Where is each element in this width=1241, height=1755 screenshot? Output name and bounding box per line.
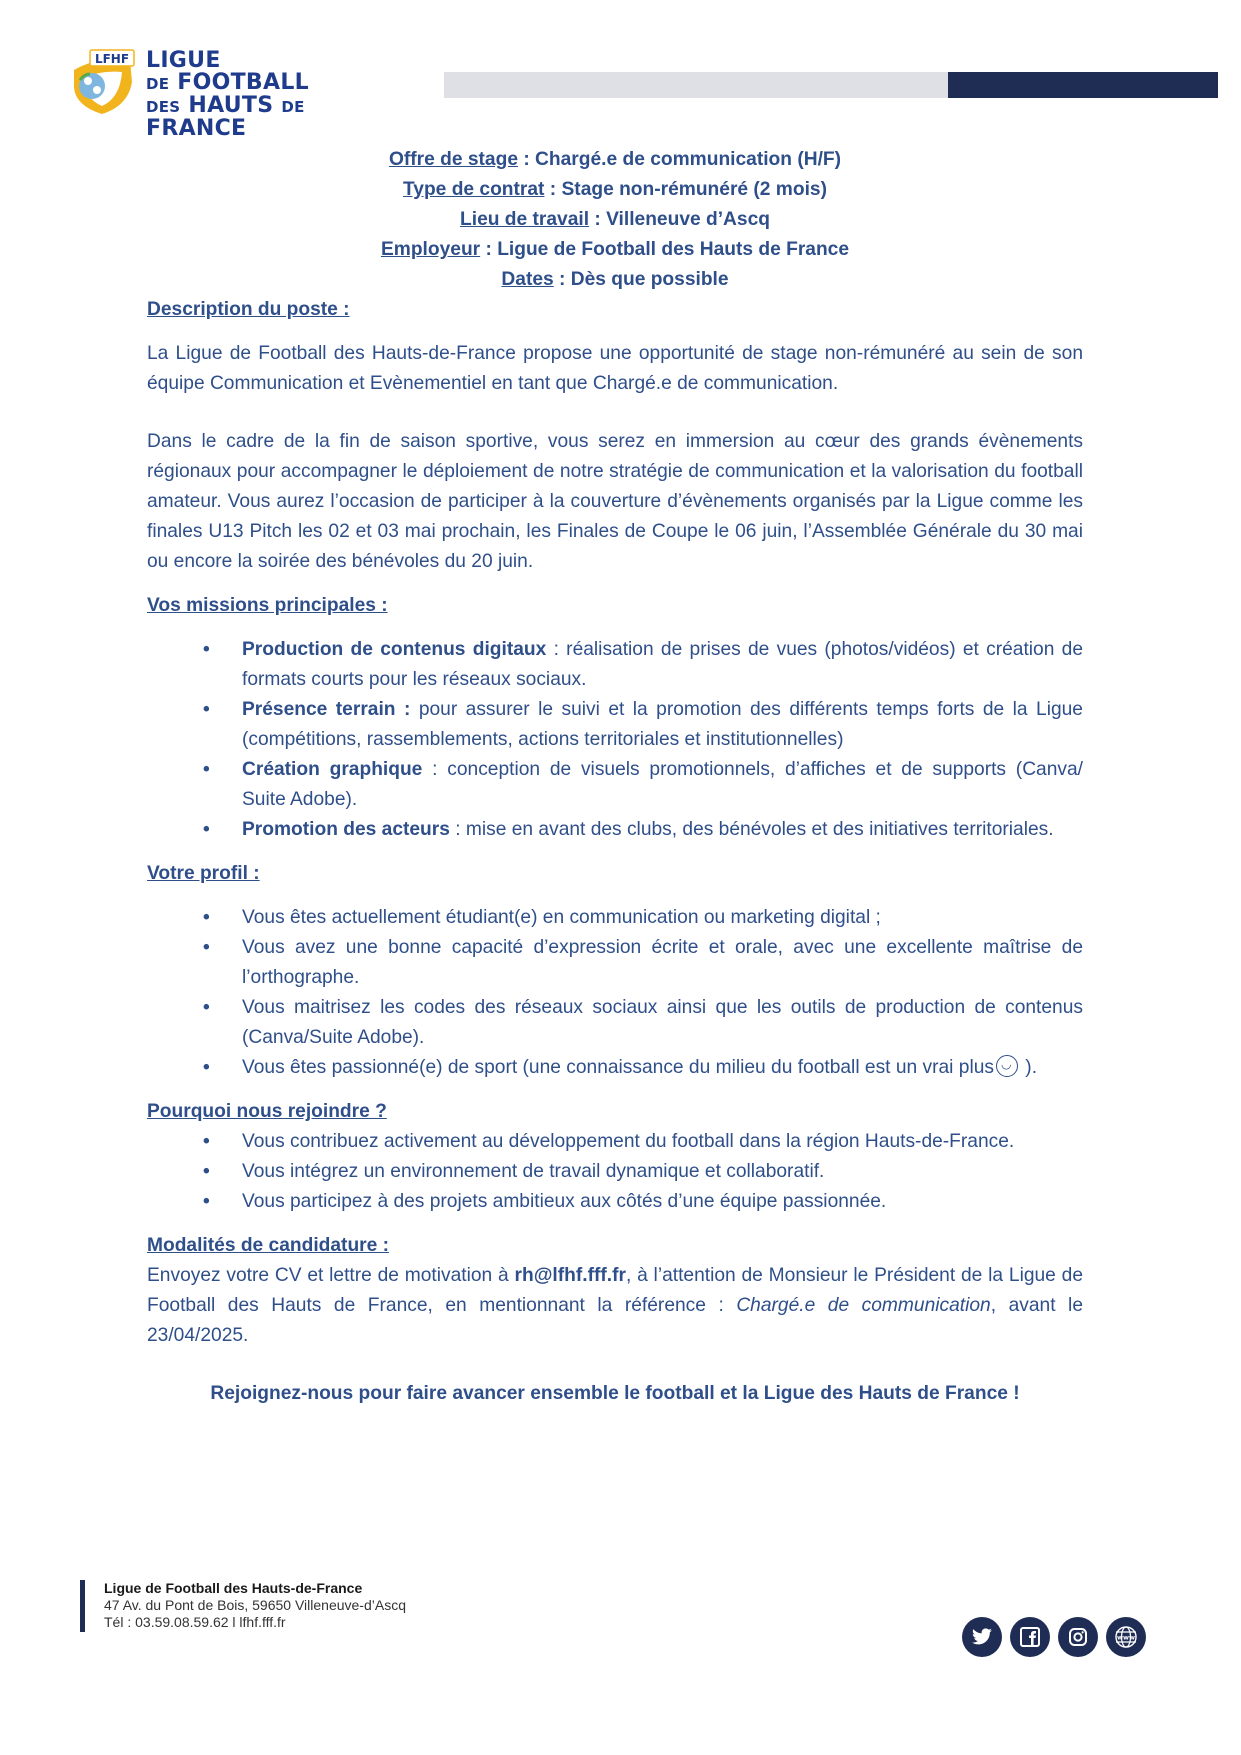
list-item: • Promotion des acteurs : mise en avant des clubs, des bénévoles et des initiatives territoriales. — [147, 815, 1083, 845]
svg-text:LFHF: LFHF — [94, 52, 130, 66]
footer-address: 47 Av. du Pont de Bois, 59650 Villeneuve-d’Ascq — [104, 1597, 406, 1613]
logo-wordmark: LIGUE DE FOOTBALL DES HAUTS DE FRANCE — [146, 48, 309, 141]
closing-statement: Rejoignez-nous pour faire avancer ensemble le football et la Ligue des Hauts de France ! — [210, 1383, 1020, 1404]
description-paragraph-2: Dans le cadre de la fin de saison sportive, vous serez en immersion au cœur des grands évènements régionaux pour accompagner le déploiement de notre stratégie de communication et la valorisation du football amateur. Vous aurez l’occasion de participer à la couverture d’évènements organisés par la Ligue comme les finales U13 Pitch les 02 et 03 mai prochain, les Finales de Coupe le 06 juin, l’Assemblée Générale du 30 mai ou encore la soirée des bénévoles du 20 juin. — [147, 431, 1083, 572]
profile-title: Votre profil : — [147, 863, 260, 884]
list-item: • Vous maitrisez les codes des réseaux sociaux ainsi que les outils de production de contenus (Canva/Suite Adobe). — [147, 993, 1083, 1053]
offer-row-title: Offre de stage : Chargé.e de communication (H/F) — [388, 149, 842, 170]
list-item: • Vous participez à des projets ambitieux aux côtés d’une équipe passionnée. — [147, 1187, 1083, 1217]
profile-list — [147, 903, 1083, 1083]
lfhf-logo — [68, 48, 368, 141]
facebook-icon[interactable] — [1010, 1617, 1050, 1657]
footer-contact: Tél : 03.59.08.59.62 l lfhf.fff.fr — [104, 1614, 286, 1630]
list-item: • Vous intégrez un environnement de travail dynamique et collaboratif. — [147, 1157, 1083, 1187]
wink-emoji-icon — [996, 1055, 1018, 1077]
document-body — [147, 145, 1083, 1409]
offer-row-contract: Type de contrat : Stage non-rémunéré (2 mois) — [403, 179, 827, 200]
list-item: • Vous êtes passionné(e) de sport (une connaissance du milieu du football est un vrai plus◡ ). — [147, 1053, 1083, 1083]
application-title: Modalités de candidature : — [147, 1235, 390, 1256]
offer-row-employer: Employeur : Ligue de Football des Hauts de France — [380, 239, 850, 260]
social-links — [962, 1617, 1146, 1657]
why-join-title: Pourquoi nous rejoindre ? — [147, 1101, 387, 1122]
offer-row-location: Lieu de travail : Villeneuve d’Ascq — [460, 209, 770, 230]
missions-list — [147, 635, 1083, 845]
header-bar-dark — [948, 72, 1218, 98]
list-item: • Vous êtes actuellement étudiant(e) en communication ou marketing digital ; — [147, 903, 1083, 933]
website-globe-icon[interactable] — [1106, 1617, 1146, 1657]
header-bar-light — [444, 72, 948, 98]
email-link[interactable]: rh@lfhf.fff.fr — [514, 1265, 626, 1286]
description-paragraph-1: La Ligue de Football des Hauts-de-France propose une opportunité de stage non-rémunéré au sein de son équipe Communication et Evènementiel en tant que Chargé.e de communication. — [147, 343, 1083, 394]
list-item: • Création graphique : conception de visuels promotionnels, d’affiches et de supports (Canva/ Suite Adobe). — [147, 755, 1083, 815]
reference: Chargé.e de communication — [736, 1295, 991, 1316]
footer-divider — [80, 1580, 85, 1632]
list-item: • Vous contribuez activement au développement du football dans la région Hauts-de-France. — [147, 1127, 1083, 1157]
instagram-icon[interactable] — [1058, 1617, 1098, 1657]
list-item: • Vous avez une bonne capacité d’expression écrite et orale, avec une excellente maîtrise de l’orthographe. — [147, 933, 1083, 993]
offer-row-dates: Dates : Dès que possible — [501, 269, 729, 290]
why-join-list — [147, 1127, 1083, 1217]
svg-text:www: www — [1116, 1633, 1136, 1642]
offer-summary — [147, 145, 1083, 295]
football-logo-icon — [68, 48, 138, 118]
footer-org-name: Ligue de Football des Hauts-de-France — [104, 1580, 363, 1596]
list-item: • Production de contenus digitaux : réalisation de prises de vues (photos/vidéos) et création de formats courts pour les réseaux sociaux. — [147, 635, 1083, 695]
list-item: • Présence terrain : pour assurer le suivi et la promotion des différents temps forts de la Ligue (compétitions, rassemblements, actions territoriales et institutionnelles) — [147, 695, 1083, 755]
application-paragraph: Envoyez votre CV et lettre de motivation à rh@lfhf.fff.fr, à l’attention de Monsieur le Président de la Ligue de Football des Hauts de France, en mentionnant la référence : Chargé.e de communication, avant le 23/04/2025. — [147, 1265, 1083, 1346]
description-title: Description du poste : — [147, 299, 350, 320]
twitter-icon[interactable] — [962, 1617, 1002, 1657]
missions-title: Vos missions principales : — [147, 595, 388, 616]
